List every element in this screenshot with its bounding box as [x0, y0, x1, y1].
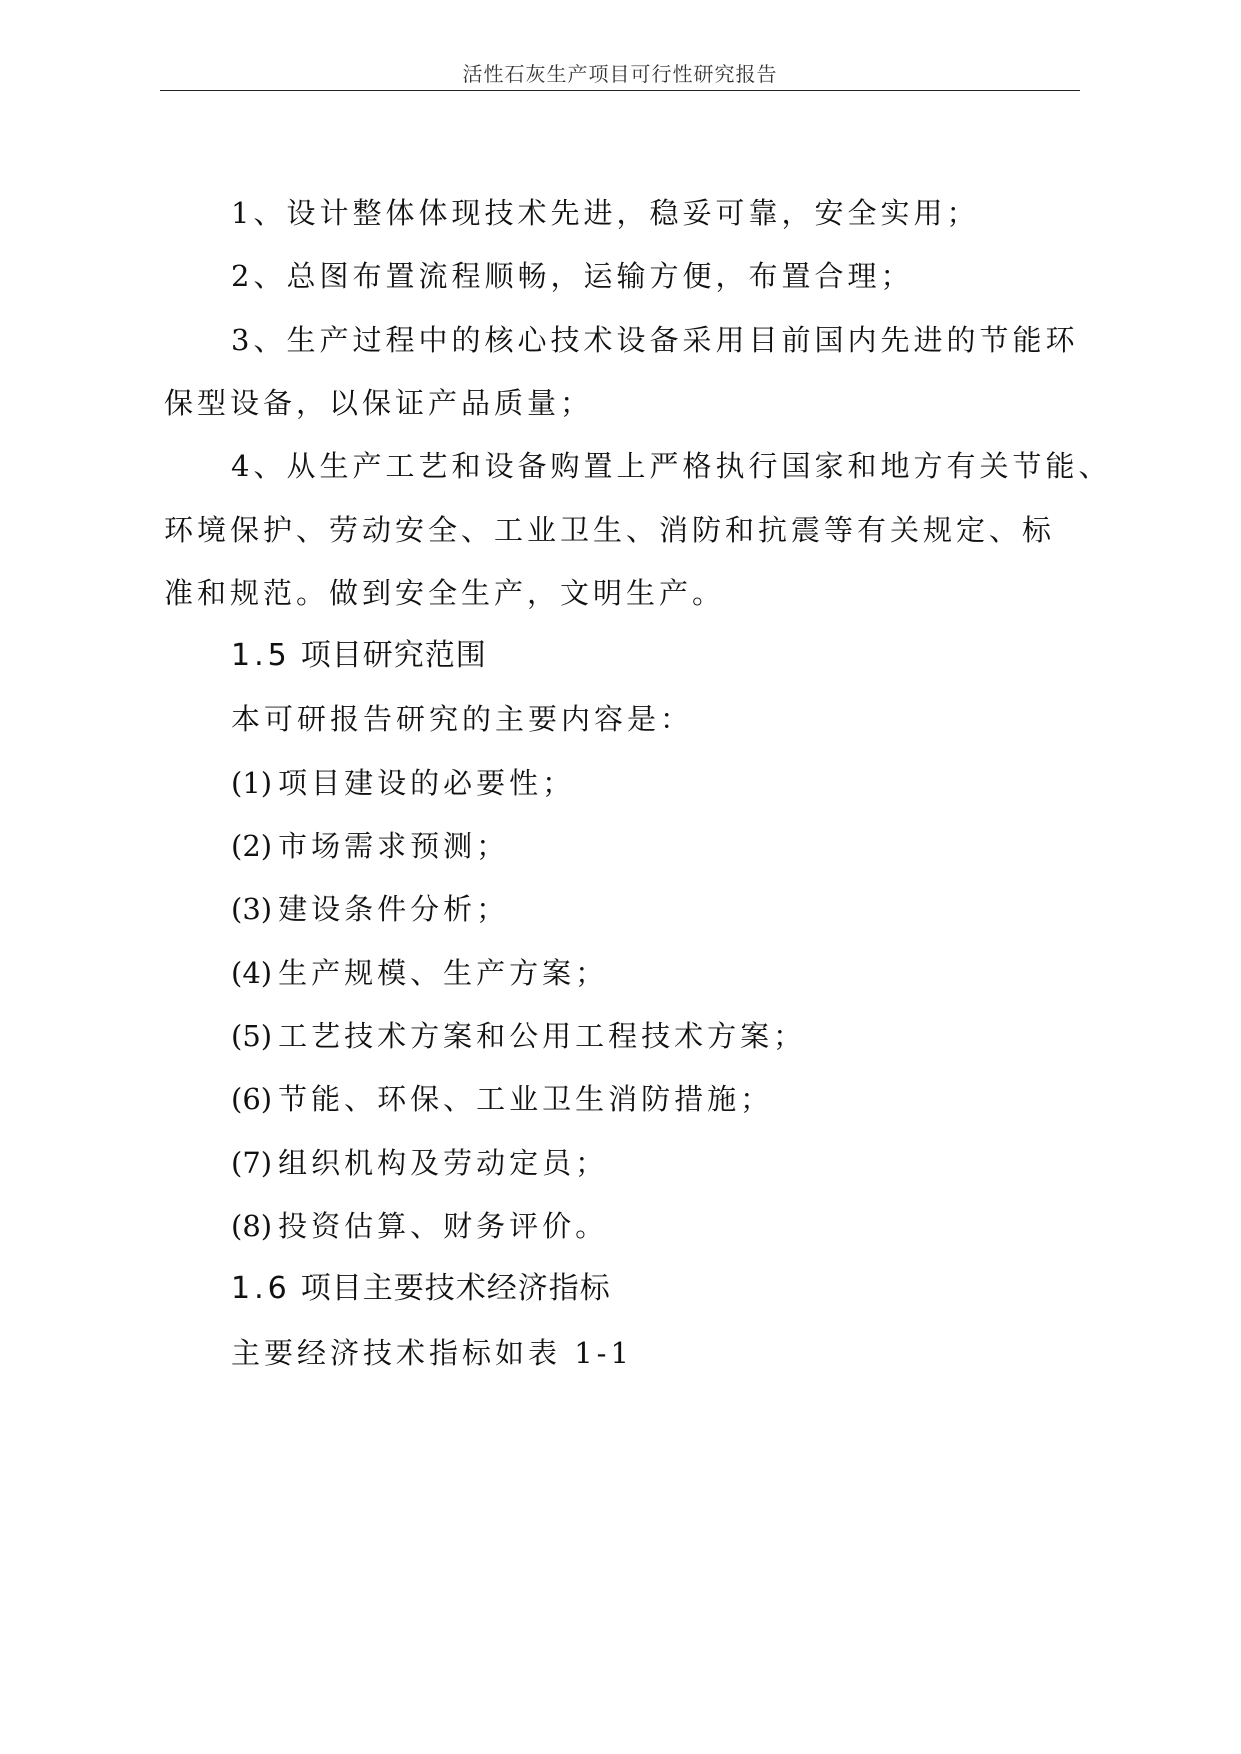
- section-number: 1.6: [231, 1271, 291, 1306]
- list-item: [231, 953, 608, 993]
- list-item-number: (2): [231, 829, 273, 863]
- list-item-text: 建设条件分析；: [278, 892, 510, 926]
- list-item-text: 节能、环保、工业卫生消防措施；: [278, 1082, 774, 1116]
- list-item: [231, 1016, 806, 1056]
- list-item: [231, 1079, 773, 1119]
- list-item: [231, 1206, 608, 1246]
- list-item-number: (1): [231, 766, 273, 800]
- list-item-text: 投资估算、财务评价。: [278, 1209, 609, 1243]
- principle-4-line-2: 环境保护、劳动安全、工业卫生、消防和抗震等有关规定、标: [164, 513, 1056, 547]
- section-1-6-heading: [231, 1269, 611, 1309]
- list-item: [231, 889, 509, 929]
- principle-3-line-1: 3、生产过程中的核心技术设备采用目前国内先进的节能环: [231, 323, 1079, 357]
- principle-4-line-1: 4、从生产工艺和设备购置上严格执行国家和地方有关节能、: [231, 449, 1112, 483]
- list-item-text: 生产规模、生产方案；: [278, 956, 609, 990]
- principle-2-line-1: 2、总图布置流程顺畅，运输方便，布置合理；: [231, 259, 914, 293]
- principle-4-line-3: 准和规范。做到安全生产，文明生产。: [164, 576, 726, 610]
- list-item: [231, 826, 509, 866]
- section-number: 1.5: [231, 638, 291, 673]
- list-item-number: (4): [231, 956, 273, 990]
- list-item-text: 工艺技术方案和公用工程技术方案；: [278, 1019, 807, 1053]
- list-item-text: 组织机构及劳动定员；: [278, 1146, 609, 1180]
- list-item: [231, 1143, 608, 1183]
- list-item-number: (6): [231, 1082, 273, 1116]
- list-item: [231, 763, 575, 803]
- list-item-number: (3): [231, 892, 273, 926]
- running-header: [160, 54, 1080, 91]
- section-1-5-intro: 本可研报告研究的主要内容是：: [231, 702, 694, 736]
- section-1-5-heading: [231, 636, 487, 676]
- list-item-text: 市场需求预测；: [278, 829, 510, 863]
- principle-1-line-1: 1、设计整体体现技术先进，稳妥可靠，安全实用；: [231, 196, 980, 230]
- principle-3-line-2: 保型设备，以保证产品质量；: [164, 386, 594, 420]
- list-item-text: 项目建设的必要性；: [278, 766, 576, 800]
- list-item-number: (5): [231, 1019, 273, 1053]
- running-header-title: 活性石灰生产项目可行性研究报告: [462, 62, 778, 86]
- list-item-number: (7): [231, 1146, 273, 1180]
- section-1-6-intro: 主要经济技术指标如表 1-1: [231, 1336, 633, 1370]
- list-item-number: (8): [231, 1209, 273, 1243]
- section-title: 项目主要技术经济指标: [300, 1271, 611, 1306]
- section-title: 项目研究范围: [300, 638, 487, 673]
